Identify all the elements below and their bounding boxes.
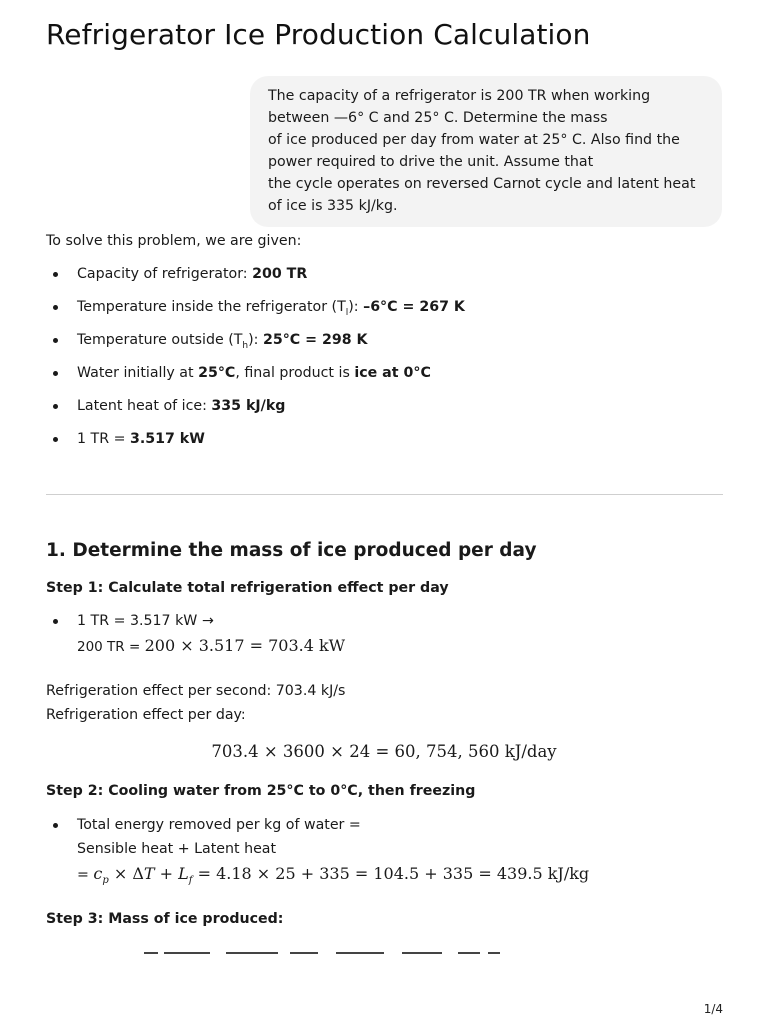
page-number: 1/4 xyxy=(703,1002,723,1016)
question-line: of ice is 335 kJ/kg. xyxy=(268,198,398,214)
step1-bullet-line xyxy=(77,635,345,658)
per-day-text: Refrigeration effect per day: xyxy=(46,707,246,723)
step2-title: Step 2: Cooling water from 25°C to 0°C, then freezing xyxy=(46,783,476,799)
display-equation: 703.4 × 3600 × 24 = 60, 754, 560 kJ/day xyxy=(211,742,557,761)
page-title: Refrigerator Ice Production Calculation xyxy=(46,18,591,51)
question-line: power required to drive the unit. Assume that xyxy=(268,154,594,170)
list-item xyxy=(46,362,465,395)
list-item xyxy=(46,395,465,428)
cut-off-equation xyxy=(140,950,520,959)
step1-bullet-line: 1 TR = 3.517 kW → xyxy=(77,613,214,629)
step2-math: = 4.18 × 25 + 335 = 104.5 + 335 = 439.5 kJ/kg xyxy=(197,864,590,883)
step1-math: 200 × 3.517 = 703.4 kW xyxy=(144,636,346,655)
given-label: Latent heat of ice: xyxy=(77,398,212,414)
list-item xyxy=(46,610,345,658)
given-subscript: l xyxy=(345,307,349,318)
question-line: The capacity of a refrigerator is 200 TR when working xyxy=(268,88,651,104)
step2-prefix: = xyxy=(77,867,94,883)
given-label: 1 TR = xyxy=(77,431,130,447)
step3-title: Step 3: Mass of ice produced: xyxy=(46,911,284,927)
given-label: Temperature inside the refrigerator (T xyxy=(77,299,346,315)
given-label: Water initially at xyxy=(77,365,199,381)
given-label: Temperature outside (T xyxy=(77,332,243,348)
step2-math-symbols: $c_p \times \Delta T + L_f$ xyxy=(93,864,193,887)
given-list xyxy=(46,263,465,461)
list-item xyxy=(46,814,589,892)
per-second-text: Refrigeration effect per second: 703.4 kJ/s xyxy=(46,683,346,699)
question-line: between —6° C and 25° C. Determine the mass xyxy=(268,110,608,126)
given-label: , final product is xyxy=(235,365,355,381)
list-item xyxy=(46,329,465,362)
given-subscript: h xyxy=(242,340,249,351)
list-item xyxy=(46,428,465,461)
given-value: 25°C = 298 K xyxy=(262,332,368,348)
question-bubble xyxy=(250,76,722,227)
list-item xyxy=(46,296,465,329)
section-heading: 1. Determine the mass of ice produced per day xyxy=(46,540,537,561)
question-line: the cycle operates on reversed Carnot cycle and latent heat xyxy=(268,176,696,192)
question-line: of ice produced per day from water at 25° C. Also find the xyxy=(268,132,680,148)
given-value: ice at 0°C xyxy=(354,365,431,381)
given-value: 200 TR xyxy=(252,266,308,282)
given-label: Capacity of refrigerator: xyxy=(77,266,253,282)
step2-bullet-line: Sensible heat + Latent heat xyxy=(77,841,277,857)
list-item xyxy=(46,263,465,296)
given-label: ): xyxy=(348,299,364,315)
section-divider xyxy=(46,494,723,495)
given-value: 3.517 kW xyxy=(129,431,205,447)
step1-prefix: 200 TR = xyxy=(77,639,145,655)
step2-bullet-line xyxy=(77,863,589,892)
step2-bullet-line: Total energy removed per kg of water = xyxy=(77,817,361,833)
step1-title: Step 1: Calculate total refrigeration effect per day xyxy=(46,580,449,596)
given-label: ): xyxy=(248,332,263,348)
intro-text: To solve this problem, we are given: xyxy=(46,233,302,249)
given-value: 335 kJ/kg xyxy=(211,398,286,414)
given-value: 25°C xyxy=(198,365,236,381)
given-value: –6°C = 267 K xyxy=(363,299,465,315)
